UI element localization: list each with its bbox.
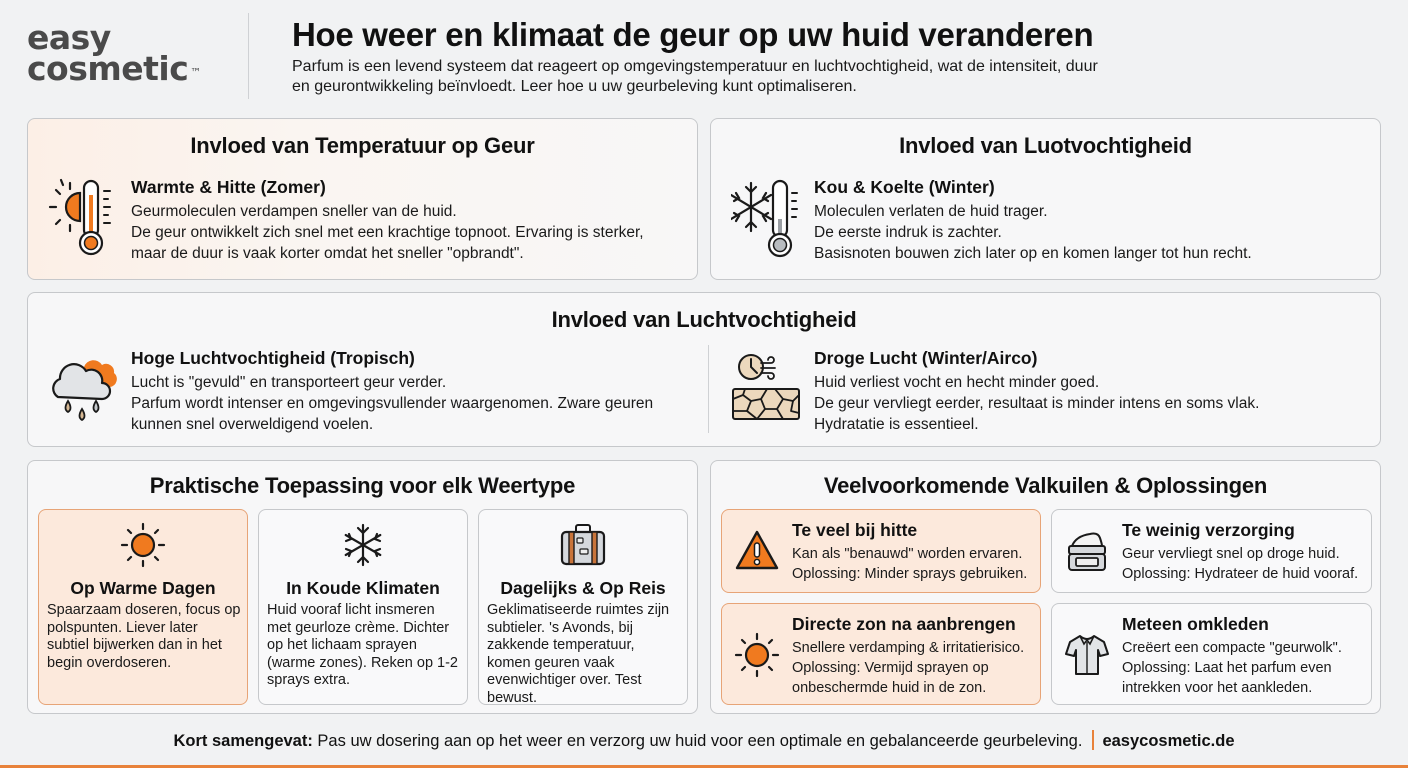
practical-panel bbox=[27, 460, 698, 714]
cold-panel bbox=[710, 118, 1381, 280]
tip-card-cold-climates bbox=[258, 509, 468, 705]
brand-name-line1: easy bbox=[27, 18, 111, 57]
panel-title: Praktische Toepassing voor elk Weertype bbox=[149, 473, 576, 498]
card-title: Op Warme Dagen bbox=[70, 578, 216, 598]
pitfall-text: Creëert een compacte "geurwolk". Oplossing: Laat het parfum even intrekken voor het aankleden. bbox=[1122, 640, 1342, 696]
item-description: Moleculen verlaten de huid trager. De eerste indruk is zachter. Basisnoten bouwen zich later op en komen langer tot hun recht. bbox=[814, 203, 1252, 262]
pitfall-change-clothes bbox=[1051, 603, 1372, 705]
sun-icon bbox=[734, 632, 780, 678]
column-divider bbox=[708, 345, 709, 433]
snowflake-icon bbox=[340, 522, 386, 568]
brand-name-line2: cosmetic bbox=[27, 49, 189, 88]
footer-summary bbox=[0, 730, 1408, 751]
humidity-panel bbox=[27, 292, 1381, 447]
panel-title: Veelvoorkomende Valkuilen & Oplossingen bbox=[823, 473, 1268, 498]
snowflake-thermometer-icon bbox=[731, 179, 801, 259]
brand-logo[interactable] bbox=[27, 18, 201, 88]
pitfall-title: Te veel bij hitte bbox=[792, 520, 918, 540]
page-subtitle: Parfum is een levend systeem dat reageert op omgevingstemperatuur en luchtvochtigheid, wat de intensiteit, duur en geurontwikkeling beïnvloedt. Leer hoe u uw geurbeleving kunt optimaliseren. bbox=[292, 58, 1098, 95]
item-heading: Kou & Koelte (Winter) bbox=[814, 177, 995, 197]
suitcase-icon bbox=[558, 522, 608, 568]
page-title: Hoe weer en klimaat de geur op uw huid veranderen bbox=[292, 16, 1094, 53]
card-text: Huid vooraf licht insmeren met geurloze crème. Dichter op het lichaam sprayen (warme zones). Reken op 1-2 sprays extra. bbox=[267, 602, 458, 688]
pitfall-text: Geur vervliegt snel op droge huid. Oplossing: Hydrateer de huid vooraf. bbox=[1122, 546, 1359, 582]
tip-card-daily-travel bbox=[478, 509, 688, 705]
item-description: Huid verliest vocht en hecht minder goed. De geur vervliegt eerder, resultaat is minder intens en soms vlak. Hydratatie is essentieel. bbox=[814, 374, 1260, 433]
item-heading: Droge Lucht (Winter/Airco) bbox=[814, 348, 1038, 368]
sun-thermometer-icon bbox=[48, 177, 118, 257]
item-description: Geurmoleculen verdampen sneller van de huid. De geur ontwikkelt zich snel met een krachtige topnoot. Ervaring is sterker, maar de duur is vaak korter omdat het sneller "opbrandt". bbox=[131, 203, 644, 262]
warning-icon bbox=[734, 528, 780, 574]
item-heading: Hoge Luchtvochtigheid (Tropisch) bbox=[131, 348, 415, 368]
card-title: Dagelijks & Op Reis bbox=[500, 578, 666, 598]
footer-label: Kort samengevat: bbox=[173, 732, 313, 750]
pitfall-text: Kan als "benauwd" worden ervaren. Oplossing: Minder sprays gebruiken. bbox=[792, 546, 1028, 582]
panel-title: Invloed van Temperatuur op Geur bbox=[190, 133, 535, 158]
card-title: In Koude Klimaten bbox=[286, 578, 440, 598]
panel-title: Invloed van Luotvochtigheid bbox=[899, 133, 1192, 158]
pitfall-too-little-care bbox=[1051, 509, 1372, 593]
footer-separator bbox=[1092, 730, 1094, 750]
panel-title: Invloed van Luchtvochtigheid bbox=[551, 307, 857, 332]
pitfall-title: Te weinig verzorging bbox=[1122, 520, 1295, 540]
item-heading: Warmte & Hitte (Zomer) bbox=[131, 177, 326, 197]
temperature-panel bbox=[27, 118, 698, 280]
pitfall-title: Meteen omkleden bbox=[1122, 614, 1269, 634]
cream-jar-icon bbox=[1064, 528, 1110, 574]
tip-card-warm-days bbox=[38, 509, 248, 705]
pitfall-text: Snellere verdamping & irritatierisico. Oplossing: Vermijd sprayen op onbeschermde huid in de zon. bbox=[792, 640, 1025, 696]
card-text: Geklimatiseerde ruimtes zijn subtieler. 's Avonds, bij zakkende temperatuur, komen geuren vaak evenwichtiger over. Test bewust. bbox=[487, 602, 670, 706]
pitfalls-panel bbox=[710, 460, 1381, 714]
pitfall-title: Directe zon na aanbrengen bbox=[792, 614, 1016, 634]
pitfall-direct-sun bbox=[721, 603, 1041, 705]
shirt-icon bbox=[1064, 632, 1110, 678]
card-text: Spaarzaam doseren, focus op polspunten. Liever later subtiel bijwerken dan in het begin overdoseren. bbox=[47, 602, 241, 671]
pitfall-too-much-heat bbox=[721, 509, 1041, 593]
dry-air-cracked-ground-icon bbox=[731, 353, 801, 425]
header-divider bbox=[248, 13, 249, 99]
item-description: Lucht is "gevuld" en transporteert geur verder. Parfum wordt intenser en omgevingsvullender waargenomen. Zware geuren kunnen snel overweldigend voelen. bbox=[131, 374, 654, 433]
sun-icon bbox=[120, 522, 166, 568]
header bbox=[0, 0, 1408, 112]
footer-text: Pas uw dosering aan op het weer en verzorg uw huid voor een optimale en gebalanceerde geurbeleving. bbox=[312, 732, 1083, 750]
footer-site-link[interactable]: easycosmetic.de bbox=[1102, 732, 1235, 750]
rain-cloud-icon bbox=[48, 353, 118, 425]
trademark: ™ bbox=[190, 66, 201, 79]
